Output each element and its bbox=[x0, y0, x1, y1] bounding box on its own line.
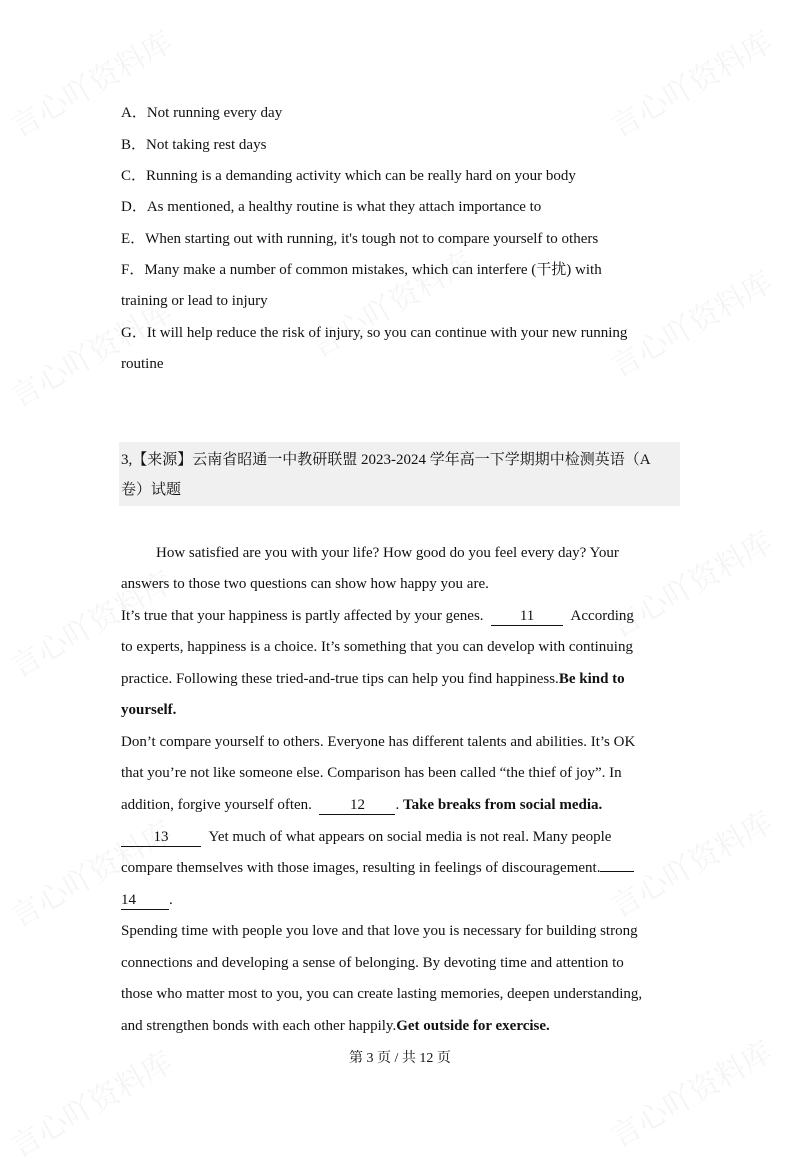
watermark bbox=[301, 238, 479, 366]
option-f: F．Many make a number of common mistakes, which can interfere (干扰) with bbox=[121, 262, 602, 278]
text: Yet much of what appears on social media is not real. Many people bbox=[208, 829, 612, 845]
text: It’s true that your happiness is partly affected by your genes. bbox=[121, 608, 484, 624]
blank-13: 13 bbox=[121, 829, 201, 847]
text: According bbox=[570, 608, 634, 624]
passage-line bbox=[121, 669, 625, 689]
page-footer: 第 3 页 / 共 12 页 bbox=[349, 1051, 451, 1066]
text: . bbox=[169, 892, 173, 908]
text: and strengthen bonds with each other happily. bbox=[121, 1018, 397, 1034]
passage-line: to experts, happiness is a choice. It’s something that you can develop with continuing bbox=[121, 639, 633, 655]
option-g-cont: routine bbox=[121, 356, 164, 372]
passage-line: Don’t compare yourself to others. Everyone has different talents and abilities. It’s OK bbox=[121, 734, 636, 750]
watermark bbox=[601, 518, 779, 646]
blank-11: 11 bbox=[491, 608, 563, 626]
option-c: C．Running is a demanding activity which can be really hard on your body bbox=[121, 168, 576, 184]
watermark bbox=[1, 18, 179, 146]
passage-line: that you’re not like someone else. Comparison has been called “the thief of joy”. In bbox=[121, 765, 622, 781]
option-f-cont: training or lead to injury bbox=[121, 293, 268, 309]
text: compare themselves with those images, resulting in feelings of discouragement. bbox=[121, 860, 601, 876]
passage-line: those who matter most to you, you can create lasting memories, deepen understanding, bbox=[121, 986, 643, 1002]
heading-tip: Take breaks from social media. bbox=[402, 797, 603, 813]
option-d: D．As mentioned, a healthy routine is what they attach importance to bbox=[121, 199, 542, 215]
option-a: A．Not running every day bbox=[121, 105, 283, 121]
source-header-line2: 卷）试题 bbox=[121, 482, 182, 498]
option-g: G．It will help reduce the risk of injury, so you can continue with your new running bbox=[121, 325, 628, 341]
passage-line bbox=[121, 606, 634, 626]
passage-line: connections and developing a sense of belonging. By devoting time and attention to bbox=[121, 955, 624, 971]
passage-line bbox=[121, 858, 634, 878]
passage-line bbox=[121, 827, 611, 847]
text: practice. Following these tried-and-true tips can help you find happiness. bbox=[121, 671, 559, 687]
passage-line: How satisfied are you with your life? How good do you feel every day? Your bbox=[156, 545, 619, 561]
watermark bbox=[601, 258, 779, 386]
option-b: B．Not taking rest days bbox=[121, 137, 267, 153]
heading-tip: Get outside for exercise. bbox=[396, 1018, 550, 1034]
source-header-line1: 3,【来源】云南省昭通一中教研联盟 2023-2024 学年高一下学期期中检测英语（A bbox=[121, 452, 651, 468]
passage-line bbox=[121, 1016, 550, 1036]
heading-tip: yourself. bbox=[121, 702, 177, 718]
blank-12: 12 bbox=[319, 797, 395, 815]
heading-tip: Be kind to bbox=[558, 671, 625, 687]
passage-line bbox=[121, 795, 602, 815]
passage-line bbox=[121, 890, 173, 910]
watermark bbox=[601, 18, 779, 146]
text: . bbox=[395, 797, 403, 813]
passage-line: Spending time with people you love and that love you is necessary for building strong bbox=[121, 923, 638, 939]
passage-line: answers to those two questions can show how happy you are. bbox=[121, 576, 489, 592]
blank-14-start bbox=[600, 871, 634, 872]
text: addition, forgive yourself often. bbox=[121, 797, 312, 813]
blank-14: 14 bbox=[121, 892, 169, 910]
option-e: E．When starting out with running, it's tough not to compare yourself to others bbox=[121, 231, 599, 247]
